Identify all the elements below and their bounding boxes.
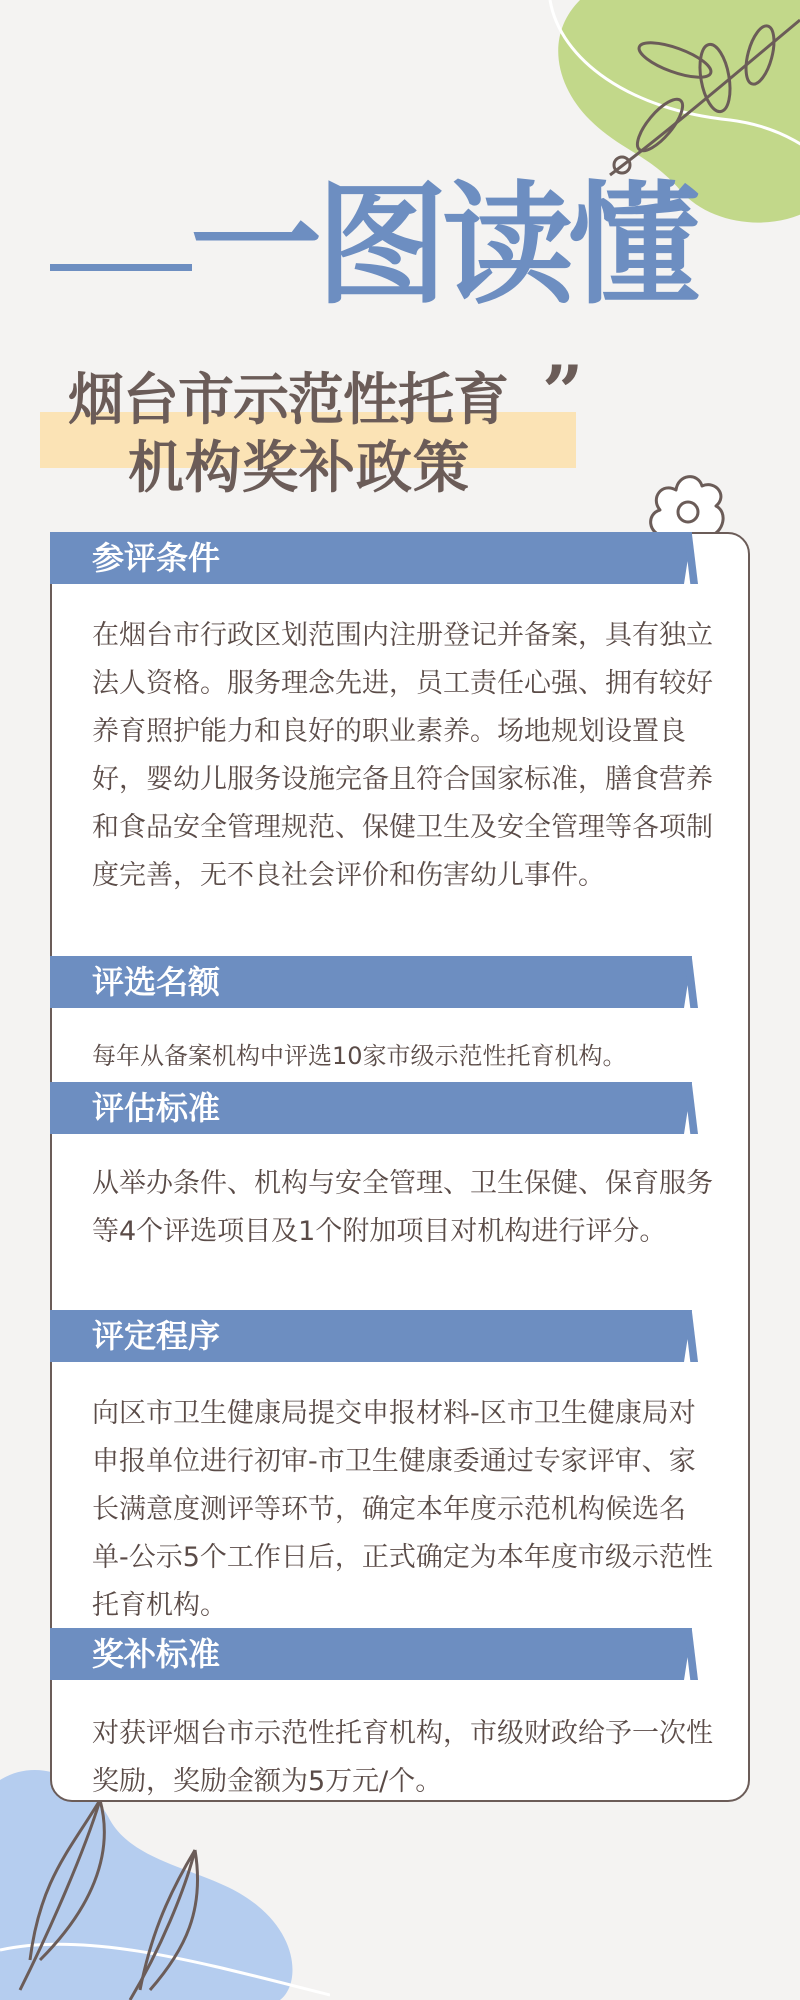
section-body-procedure: 向区市卫生健康局提交申报材料-区市卫生健康局对申报单位进行初审-市卫生健康委通过专家评审、家长满意度测评等环节，确定本年度示范机构候选名单-公示5个工作日后，正式确定为本年度市级示范性托育机构。 xyxy=(92,1398,713,1621)
section-body-quota: 每年从备案机构中评选10家市级示范性托育机构。 xyxy=(92,1042,627,1070)
title-dash xyxy=(50,264,192,271)
subtitle-line1: 烟台市示范性托育 xyxy=(68,367,508,433)
section-body-eligibility: 在烟台市行政区划范围内注册登记并备案，具有独立法人资格。服务理念先进，员工责任心强、拥有较好养育照护能力和良好的职业素养。场地规划设置良好，婴幼儿服务设施完备且符合国家标准，膳食营养和食品安全管理规范、保健卫生及安全管理等各项制度完善，无不良社会评价和伤害幼儿事件。 xyxy=(92,620,713,891)
section-body-reward: 对获评烟台市示范性托育机构，市级财政给予一次性奖励，奖励金额为5万元/个。 xyxy=(92,1718,713,1797)
quote-mark: ” xyxy=(542,349,584,434)
subtitle-line2: 机构奖补政策 xyxy=(128,435,470,501)
section-title-procedure: 评定程序 xyxy=(92,1317,221,1355)
page-title: 一图读懂 xyxy=(190,168,694,323)
section-title-quota: 评选名额 xyxy=(92,963,221,1001)
flower-icon xyxy=(644,468,728,538)
section-title-reward: 奖补标准 xyxy=(92,1635,221,1673)
section-title-criteria: 评估标准 xyxy=(92,1089,221,1127)
section-title-eligibility: 参评条件 xyxy=(92,539,221,577)
section-body-criteria: 从举办条件、机构与安全管理、卫生保健、保育服务等4个评选项目及1个附加项目对机构进行评分。 xyxy=(92,1168,713,1247)
